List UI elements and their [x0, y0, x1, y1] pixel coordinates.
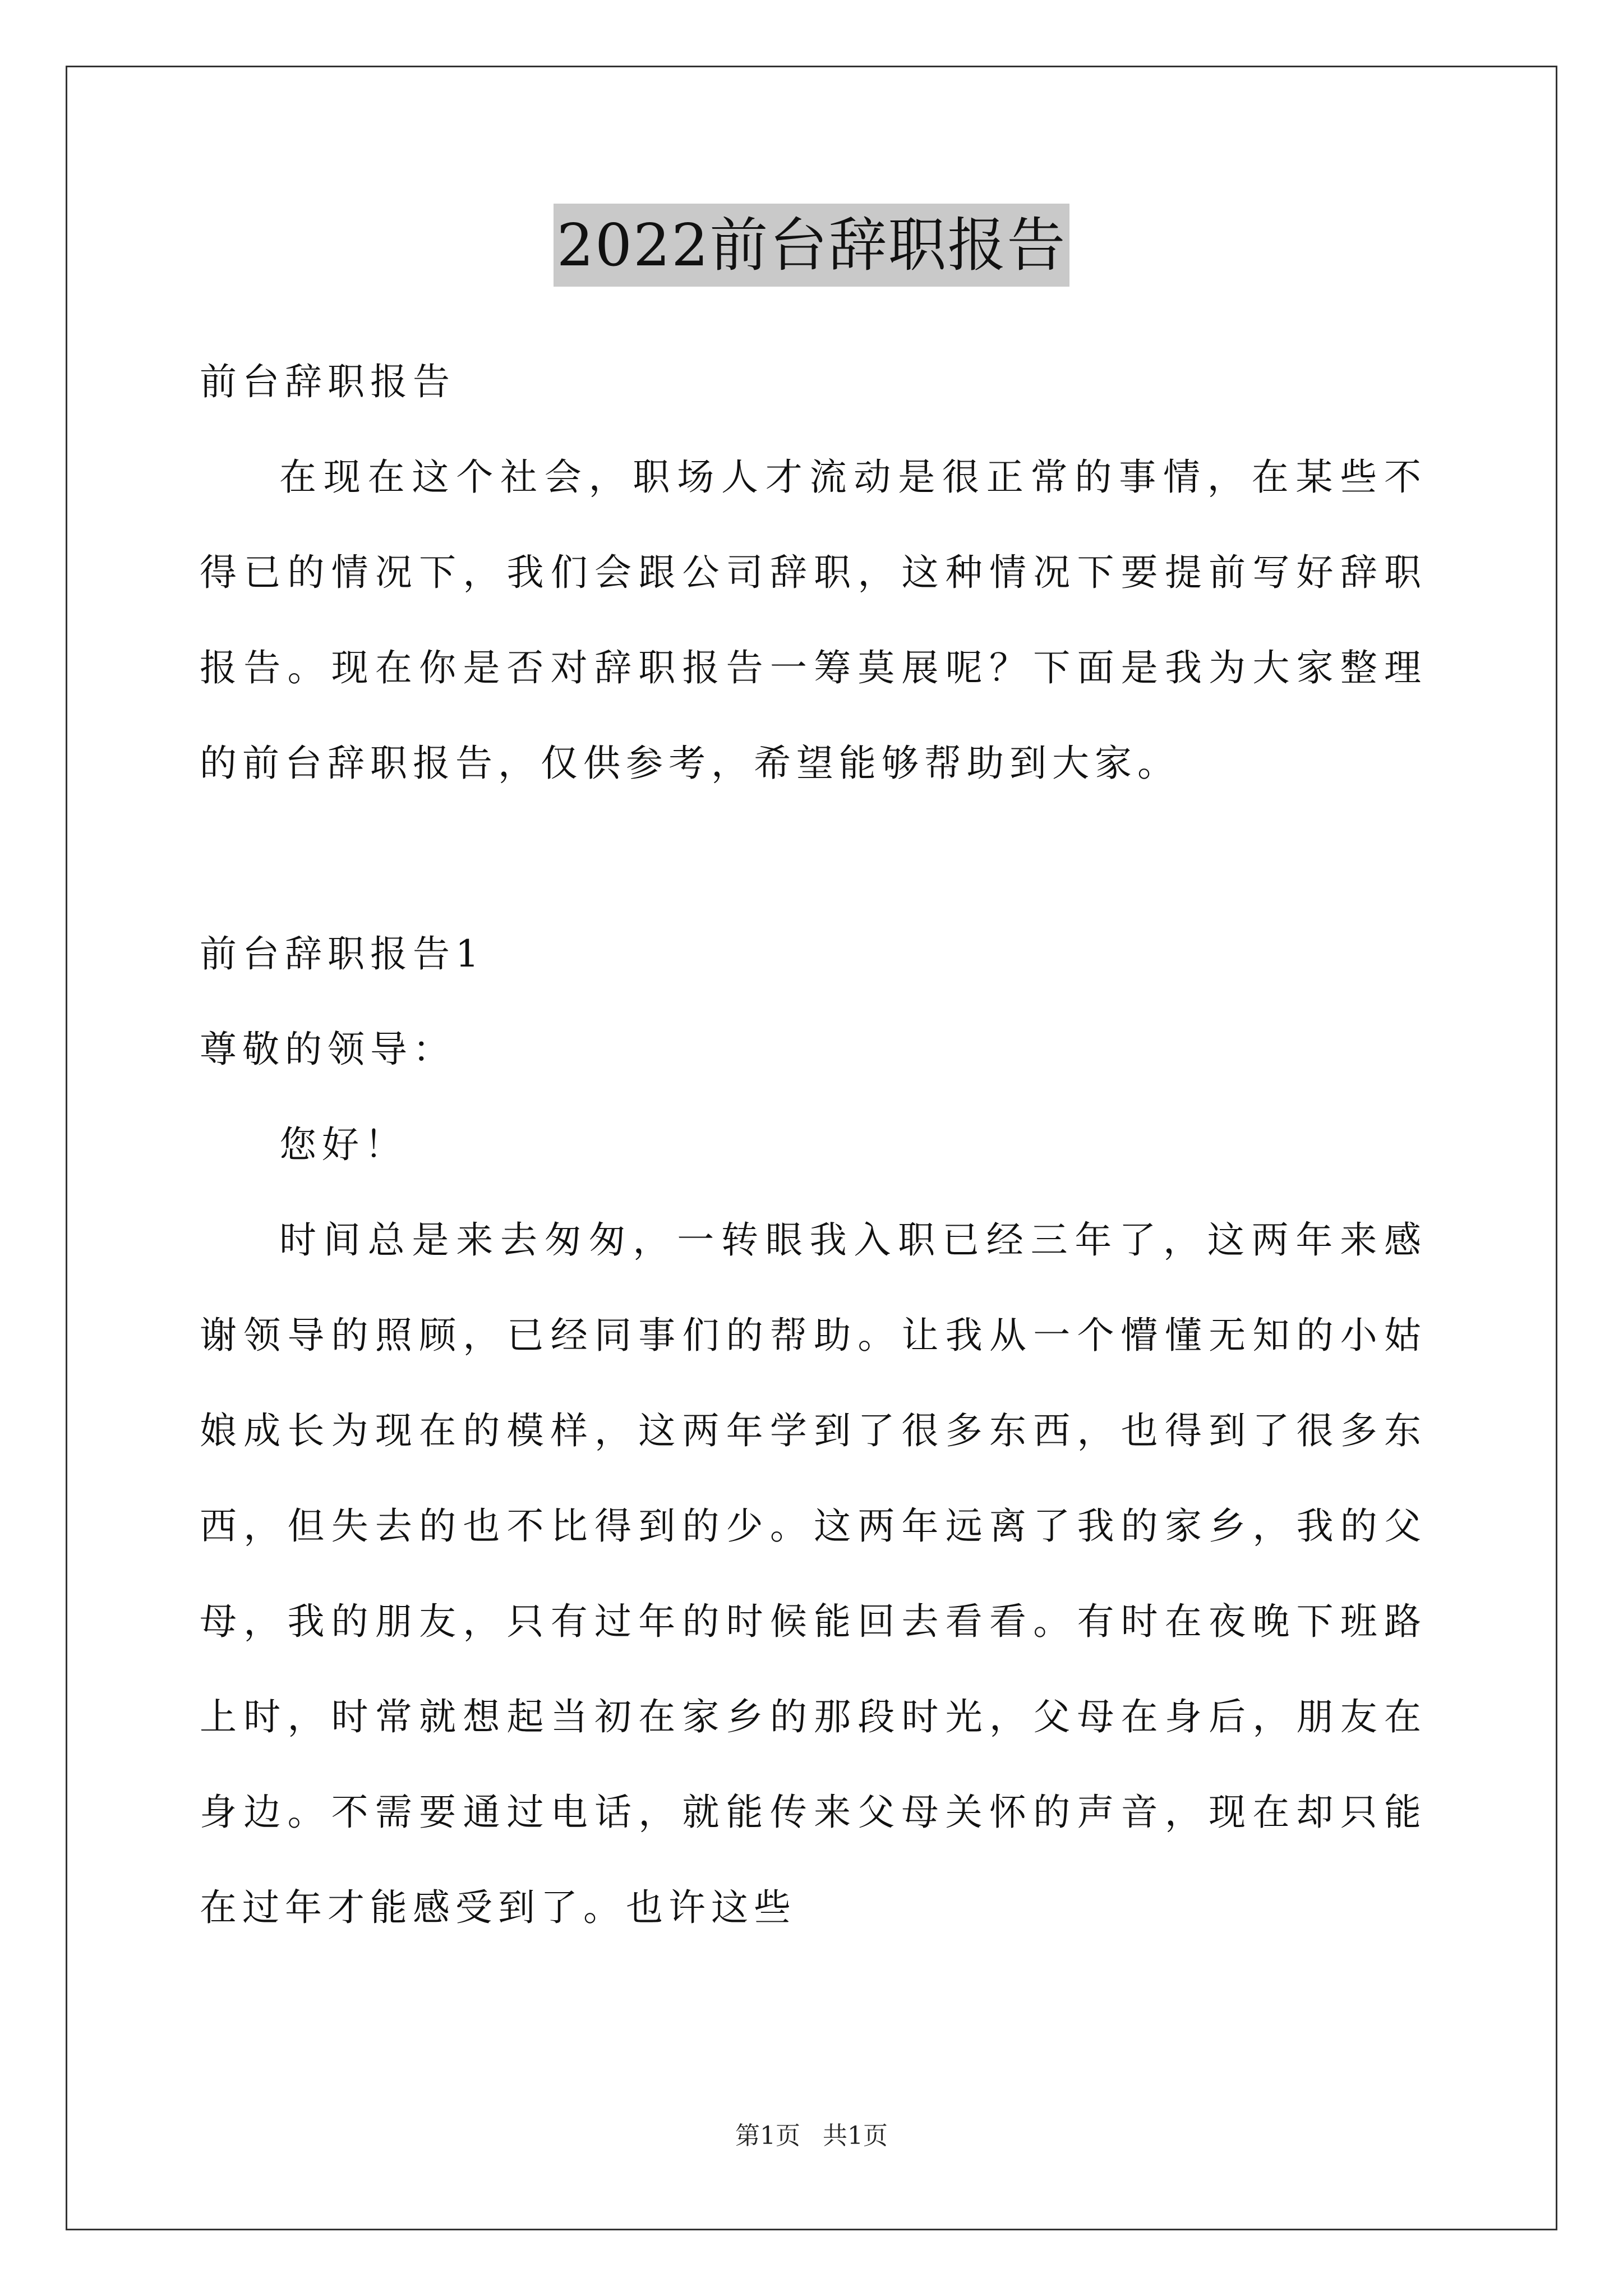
intro-paragraph: 在现在这个社会，职场人才流动是很正常的事情，在某些不得已的情况下，我们会跟公司辞职，这种情况下要提前写好辞职报告。现在你是否对辞职报告一筹莫展呢？下面是我为大家整理的前台辞职报告，仅供参考，希望能够帮助到大家。 — [200, 455, 1427, 785]
greeting: 您好！ — [279, 1123, 407, 1166]
salutation: 尊敬的领导： — [200, 1028, 455, 1071]
subtitle: 前台辞职报告 — [200, 360, 455, 403]
body-paragraph: 时间总是来去匆匆，一转眼我入职已经三年了，这两年来感谢领导的照顾，已经同事们的帮助。让我从一个懵懂无知的小姑娘成长为现在的模样，这两年学到了很多东西，也得到了很多东西，但失去的也不比得到的少。这两年远离了我的家乡，我的父母，我的朋友，只有过年的时候能回去看看。有时在夜晚下班路上时，时常就想起当初在家乡的那段时光，父母在身后，朋友在身边。不需要通过电话，就能传来父母关怀的声音，现在却只能在过年才能感受到了。也许这些 — [200, 1218, 1427, 1929]
section-heading: 前台辞职报告1 — [200, 932, 485, 976]
title-container — [0, 204, 1623, 287]
page-number-total: 共1页 — [823, 2122, 888, 2150]
page-number-current: 第1页 — [735, 2122, 800, 2150]
document-body — [200, 334, 1427, 1955]
page-footer — [0, 2119, 1623, 2153]
document-title: 2022前台辞职报告 — [554, 204, 1070, 287]
